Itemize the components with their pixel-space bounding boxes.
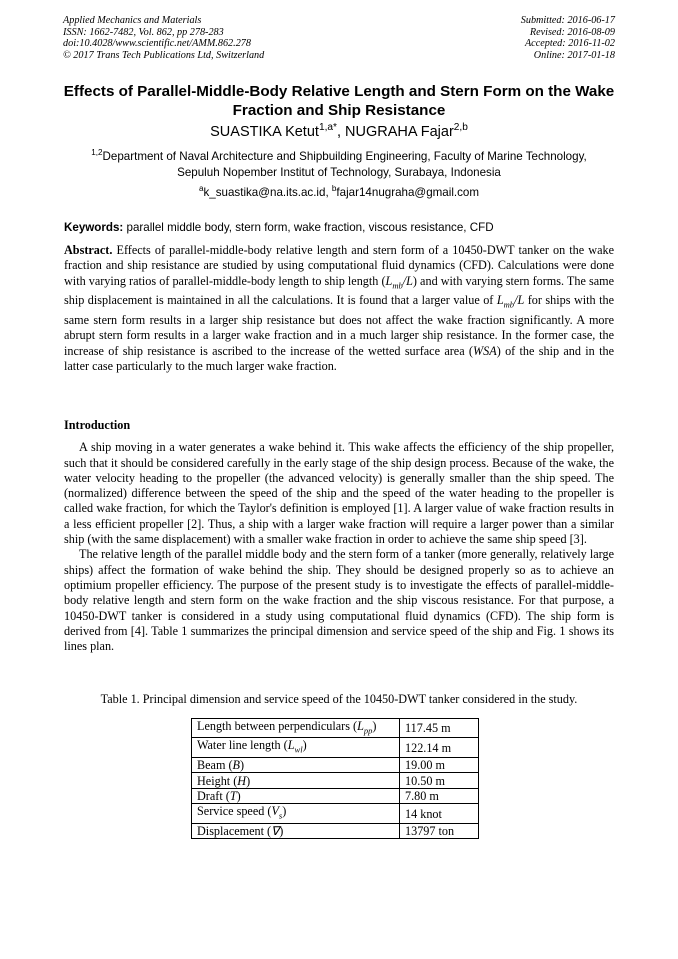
table-caption: Table 1. Principal dimension and service speed of the 10450-DWT tanker considered in the study. bbox=[100, 692, 578, 706]
table-row bbox=[192, 719, 479, 738]
parameter-cell bbox=[192, 788, 400, 804]
intro-paragraph-1 bbox=[64, 440, 614, 547]
text-segment: mb bbox=[503, 299, 515, 310]
aff-sup: 1,2 bbox=[91, 148, 103, 158]
text-segment: Height ( bbox=[197, 773, 238, 788]
accepted-date: Accepted: 2016-11-02 bbox=[524, 38, 615, 49]
submitted-date: Submitted: 2016-06-17 bbox=[520, 15, 615, 26]
value-cell: 117.45 m bbox=[400, 719, 479, 738]
text-segment: ) of the ship and in the latter case particularly to the much larger wake fraction. bbox=[64, 343, 614, 373]
text-segment: Water line length ( bbox=[197, 738, 288, 753]
author-2: NUGRAHA Fajar bbox=[345, 124, 454, 140]
table-row bbox=[192, 788, 479, 804]
parameter-cell bbox=[192, 773, 400, 789]
online-date: Online: 2017-01-18 bbox=[533, 49, 615, 61]
text-segment: ) bbox=[372, 719, 377, 733]
email-b[interactable]: fajar14nugraha@gmail.com bbox=[336, 186, 480, 199]
issn: ISSN: 1662-7482, Vol. 862, pp 278-283 bbox=[63, 26, 224, 38]
parameter-cell bbox=[192, 804, 400, 823]
text-segment: Displacement ( bbox=[197, 824, 272, 839]
text-segment: B bbox=[232, 758, 240, 773]
value-cell: 7.80 m bbox=[400, 788, 479, 804]
parameter-cell bbox=[192, 823, 400, 839]
text-segment: ) and with varying stern forms. The same ship displacement is maintained in all the calculations. It is found that a larger value of bbox=[64, 273, 614, 308]
keywords bbox=[64, 221, 624, 234]
keywords-text: parallel middle body, stern form, wake fraction, viscous resistance, CFD bbox=[123, 221, 494, 234]
text-segment: wl bbox=[294, 744, 303, 755]
dates-info bbox=[521, 15, 615, 61]
text-segment: /L bbox=[514, 293, 525, 308]
text-segment: Beam ( bbox=[197, 758, 233, 773]
text-segment: ) bbox=[246, 773, 251, 788]
principal-dimension-table bbox=[191, 718, 479, 839]
text-segment: L bbox=[496, 293, 504, 308]
text-segment: /L bbox=[402, 273, 413, 288]
author-1-sup: 1,a* bbox=[318, 122, 337, 134]
text-segment: L bbox=[287, 738, 295, 753]
aff-line-2: Sepuluh Nopember Institut of Technology, Surabaya, Indonesia bbox=[177, 165, 501, 179]
introduction-heading: Introduction bbox=[64, 418, 131, 432]
copyright: © 2017 Trans Tech Publications Ltd, Switzerland bbox=[63, 49, 265, 61]
emails bbox=[0, 186, 678, 199]
journal-info bbox=[63, 15, 264, 61]
text-segment: ) bbox=[302, 738, 307, 753]
table-row bbox=[192, 823, 479, 839]
value-cell: 122.14 m bbox=[400, 738, 479, 757]
text-segment: H bbox=[237, 773, 247, 788]
text-segment: The relative length of the parallel middle body and the stern form of a tanker (more generally, relatively large ships) affect the formation of wake behind the ship. They should be designed properly so as to achieve an optimium propeller efficiency. The purpose of the present study is to investigate the effects of parallel-middle-body relative length and stern form on the wake fraction and the ship viscous resistance. For that purpose, a 10450-DWT tanker is considered in a study using computational fluid dynamics (CFD). The ship form is derived from [4]. Table 1 summarizes the principal dimension and service speed of the ship and Fig. 1 shows its lines plan. bbox=[64, 547, 614, 654]
parameter-cell bbox=[192, 757, 400, 773]
table-row bbox=[192, 738, 479, 757]
text-segment: for ships with the same stern form results in a larger ship resistance but does not affect the wake fraction significantly. A more abrupt stern form results in a larger wake fraction and in a much larger ship resistance. In the former case, the increase of ship resistance is ascribed to the increase of the wetted surface area ( bbox=[64, 293, 614, 358]
text-segment: s bbox=[278, 810, 283, 821]
paper-title: Effects of Parallel-Middle-Body Relative Length and Stern Form on the Wake Fraction and Ship Resistance bbox=[63, 83, 615, 119]
text-segment: L bbox=[357, 719, 364, 733]
parameter-cell bbox=[192, 738, 400, 757]
affiliation bbox=[40, 149, 638, 180]
text-segment: A ship moving in a water generates a wake behind it. This wake affects the efficiency of the ship propeller, such that it should be considered carefully in the early stage of the ship design process. Because of the wake, the water velocity heading to the propeller (the advanced velocity) is generally smaller than the ship speed. The (normalized) difference between the speed of the ship and the speed of the water heading to the propeller is called wake fraction, for which the Taylor's definition is employed [1]. A larger value of wake fraction results in a less efficient propeller [2]. Thus, a ship with a larger wake fraction will require a larger power than a similar ship (with the same displacement) with a smaller wake fraction in order to achieve the same ship speed [3]. bbox=[64, 440, 614, 547]
author-sep: , bbox=[336, 124, 346, 140]
text-segment: ) bbox=[240, 758, 245, 773]
text-segment: mb bbox=[392, 280, 403, 291]
text-segment: WSA bbox=[472, 343, 497, 358]
author-2-sup: 2,b bbox=[453, 122, 468, 134]
text-segment: Service speed ( bbox=[197, 804, 272, 819]
text-segment: L bbox=[385, 273, 393, 288]
aff-line-1: Department of Naval Architecture and Shipbuilding Engineering, Faculty of Marine Technology, bbox=[102, 150, 587, 163]
author-1: SUASTIKA Ketut bbox=[210, 124, 319, 140]
value-cell: 10.50 m bbox=[400, 773, 479, 789]
abstract-text bbox=[64, 243, 614, 374]
email-a-sup: a bbox=[198, 184, 204, 194]
email-b-sup: b bbox=[331, 184, 337, 194]
value-cell: 13797 ton bbox=[400, 823, 479, 839]
text-segment: pp bbox=[363, 725, 373, 736]
value-cell: 19.00 m bbox=[400, 757, 479, 773]
table-row bbox=[192, 773, 479, 789]
text-segment: Length between perpendiculars ( bbox=[197, 719, 358, 733]
email-a[interactable]: k_suastika@na.its.ac.id, bbox=[203, 186, 332, 199]
text-segment: ) bbox=[279, 824, 284, 839]
doi: doi:10.4028/www.scientific.net/AMM.862.278 bbox=[63, 38, 251, 49]
parameter-cell bbox=[192, 719, 400, 738]
journal-name: Applied Mechanics and Materials bbox=[63, 15, 202, 26]
table-row bbox=[192, 757, 479, 773]
introduction bbox=[64, 418, 614, 654]
authors bbox=[0, 124, 678, 140]
abstract bbox=[64, 243, 614, 374]
revised-date: Revised: 2016-08-09 bbox=[529, 26, 615, 38]
text-segment: Abstract. bbox=[64, 243, 113, 257]
text-segment: Effects of parallel-middle-body relative length and stern form of a 10450-DWT tanker on the wake fraction and ship resistance are studied by using computational fluid dynamics (CFD). Calculations were done with varying ratios of parallel-middle-body length to ship length ( bbox=[64, 243, 614, 288]
text-segment: ∇ bbox=[271, 824, 280, 839]
text-segment: ) bbox=[236, 789, 241, 804]
text-segment: V bbox=[271, 804, 279, 819]
intro-paragraph-2 bbox=[64, 547, 614, 654]
text-segment: T bbox=[229, 789, 237, 804]
text-segment: ) bbox=[282, 804, 287, 819]
text-segment: Draft ( bbox=[197, 789, 230, 804]
keywords-label: Keywords: bbox=[64, 221, 124, 234]
table-row bbox=[192, 804, 479, 823]
value-cell: 14 knot bbox=[400, 804, 479, 823]
